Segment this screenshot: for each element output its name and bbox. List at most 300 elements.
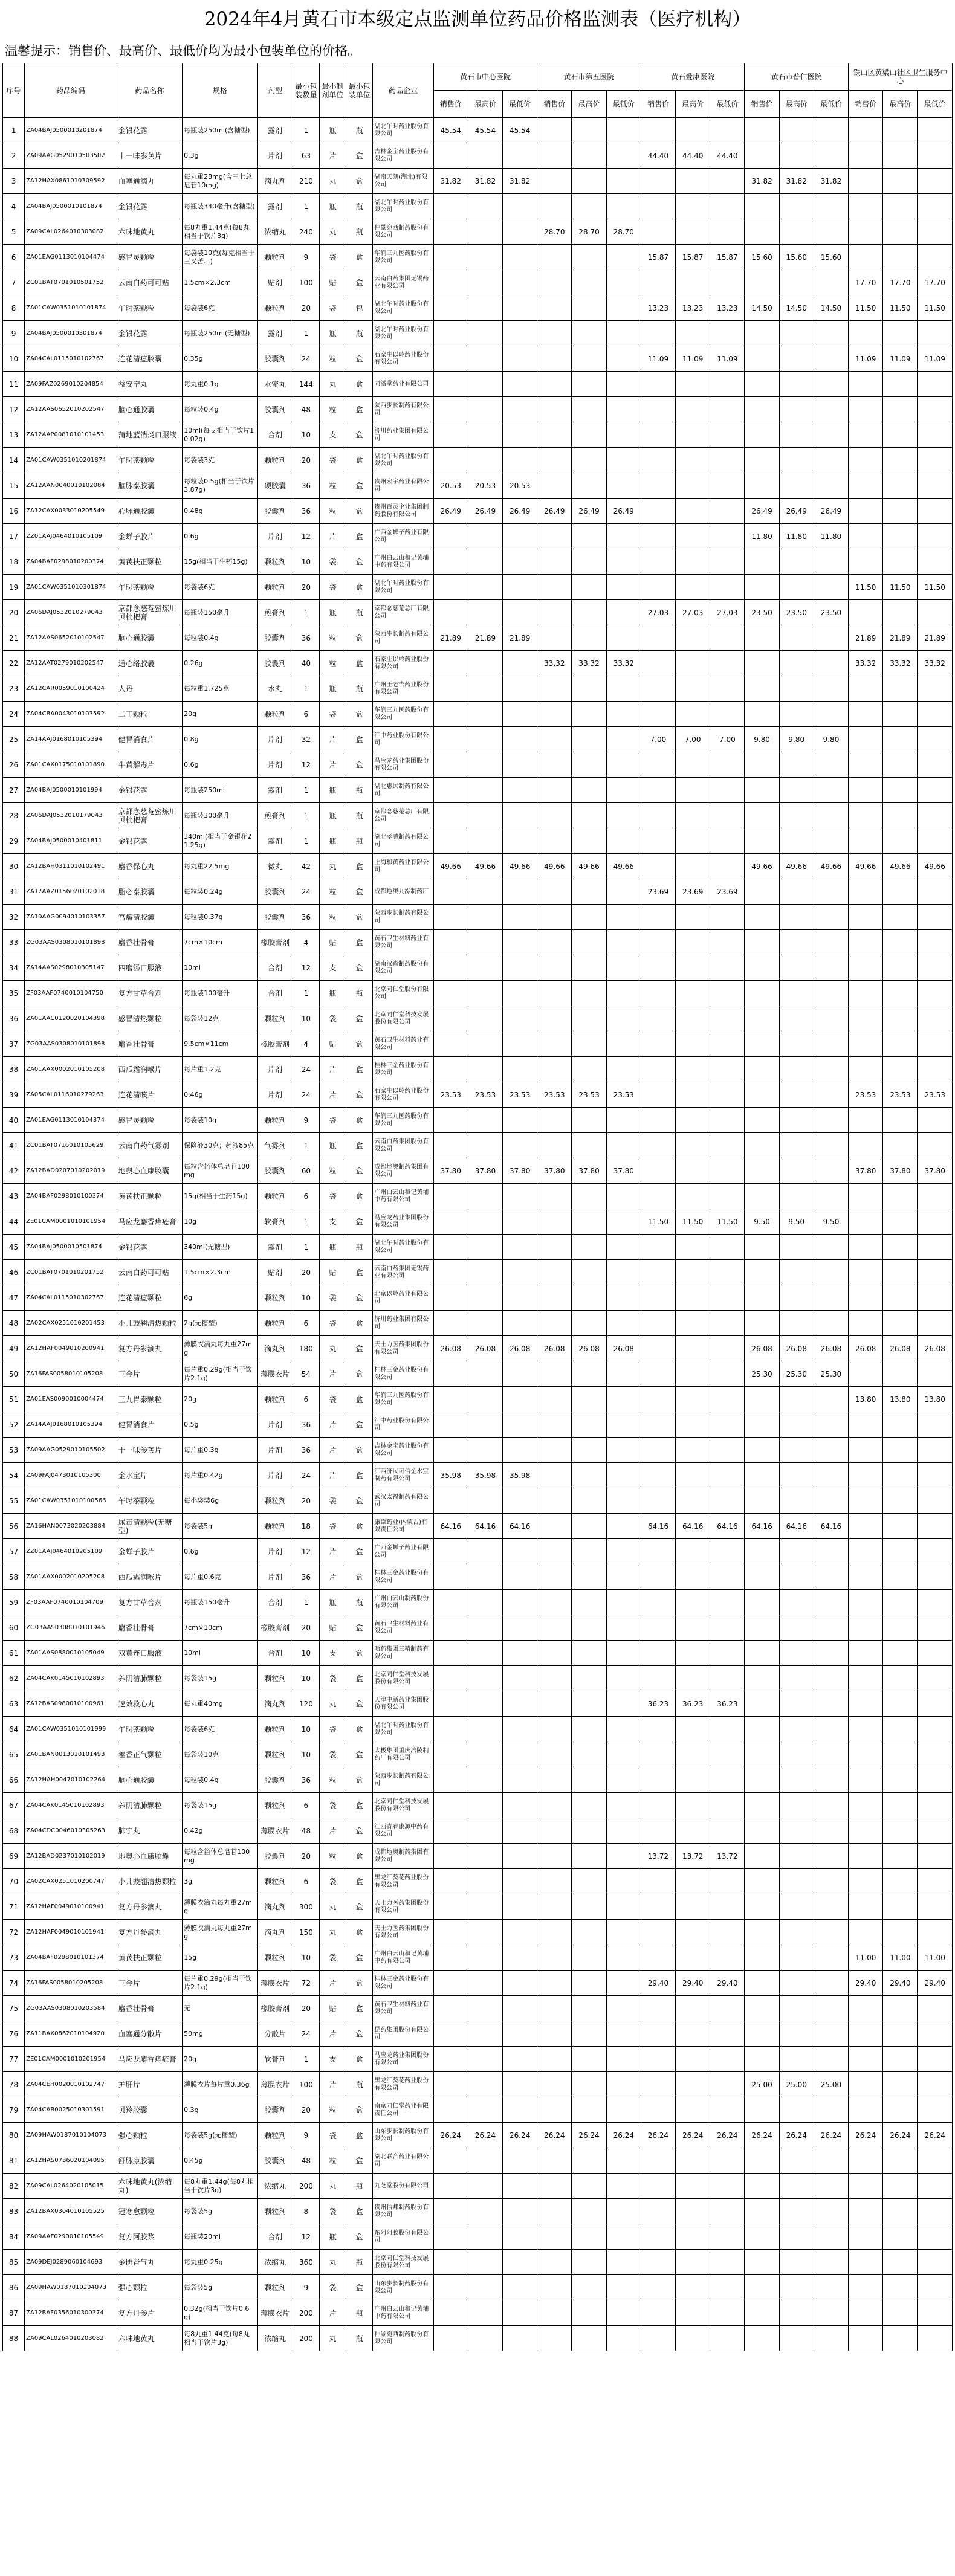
cell-price <box>710 270 745 295</box>
cell-price <box>606 727 641 752</box>
cell-min-qty: 10 <box>293 1666 319 1691</box>
cell-spec: 每8丸重1.44克(每8丸相当于饮片3g) <box>183 2326 257 2351</box>
cell-price <box>676 1235 710 1260</box>
cell-seq: 76 <box>3 2021 25 2047</box>
cell-price <box>503 1742 537 1767</box>
cell-price <box>468 1691 502 1717</box>
cell-price <box>710 803 745 828</box>
table-row <box>3 1235 953 1260</box>
cell-price <box>503 2300 537 2326</box>
cell-price <box>745 1006 779 1031</box>
cell-price <box>883 1539 918 1564</box>
cell-price <box>883 1615 918 1641</box>
cell-form: 露剂 <box>257 194 293 219</box>
cell-min-qty: 10 <box>293 1742 319 1767</box>
cell-name: 午时茶颗粒 <box>117 448 182 473</box>
cell-spec: 10ml <box>183 955 257 981</box>
cell-min-qty: 1 <box>293 778 319 803</box>
cell-price <box>849 2326 883 2351</box>
cell-price <box>537 1869 572 1894</box>
cell-min-pkg: 盒 <box>346 1564 373 1590</box>
cell-price <box>745 1666 779 1691</box>
col-max-price: 最高价 <box>779 91 814 118</box>
cell-min-unit: 瓶 <box>319 600 346 625</box>
cell-price <box>710 1767 745 1793</box>
cell-price <box>503 1564 537 1590</box>
cell-price <box>537 930 572 955</box>
cell-price: 33.32 <box>849 651 883 676</box>
cell-price <box>606 549 641 575</box>
cell-price <box>537 1260 572 1285</box>
cell-price <box>572 169 606 194</box>
cell-price <box>710 499 745 524</box>
cell-price <box>676 1742 710 1767</box>
cell-min-qty: 150 <box>293 1920 319 1945</box>
table-row <box>3 1488 953 1514</box>
cell-price: 27.03 <box>676 600 710 625</box>
cell-price <box>676 169 710 194</box>
cell-price <box>537 1285 572 1311</box>
cell-seq: 29 <box>3 828 25 854</box>
cell-form: 露剂 <box>257 1235 293 1260</box>
cell-price <box>503 1209 537 1235</box>
cell-price <box>468 2224 502 2250</box>
cell-price: 33.32 <box>606 651 641 676</box>
cell-price <box>918 1488 953 1514</box>
cell-min-qty: 9 <box>293 1108 319 1133</box>
cell-price <box>503 1184 537 1209</box>
cell-price <box>606 1235 641 1260</box>
cell-price: 26.49 <box>779 499 814 524</box>
cell-price <box>883 1920 918 1945</box>
cell-price <box>745 2174 779 2199</box>
cell-price <box>503 1539 537 1564</box>
cell-price <box>606 295 641 321</box>
cell-mfr: 山东步长制药股份有限公司 <box>373 2275 433 2300</box>
cell-name: 感冒灵颗粒 <box>117 1108 182 1133</box>
cell-price: 49.66 <box>745 854 779 879</box>
cell-price <box>641 1539 675 1564</box>
cell-price: 26.24 <box>503 2123 537 2148</box>
cell-price: 44.40 <box>641 143 675 169</box>
cell-price <box>710 1260 745 1285</box>
cell-price <box>779 1996 814 2021</box>
cell-price <box>606 448 641 473</box>
cell-price <box>814 2250 848 2275</box>
cell-min-qty: 6 <box>293 1311 319 1336</box>
cell-price: 49.66 <box>918 854 953 879</box>
table-row <box>3 2123 953 2148</box>
cell-min-unit: 瓶 <box>319 1235 346 1260</box>
cell-min-pkg: 盒 <box>346 397 373 422</box>
cell-price <box>468 524 502 549</box>
cell-price: 13.80 <box>883 1387 918 1412</box>
cell-price <box>814 651 848 676</box>
cell-price <box>572 524 606 549</box>
cell-price <box>883 219 918 245</box>
cell-price <box>676 2047 710 2072</box>
cell-price <box>918 118 953 143</box>
cell-price <box>779 1488 814 1514</box>
cell-price: 26.49 <box>503 499 537 524</box>
cell-code: ZA04CAK0145010102893 <box>25 1793 117 1818</box>
cell-price: 11.50 <box>710 1209 745 1235</box>
cell-price <box>745 1717 779 1742</box>
cell-price <box>641 1412 675 1438</box>
cell-form: 滴丸剂 <box>257 1894 293 1920</box>
cell-price <box>606 1463 641 1488</box>
cell-min-unit: 袋 <box>319 1869 346 1894</box>
cell-code: ZA04CBA0043010103592 <box>25 702 117 727</box>
cell-price <box>918 702 953 727</box>
table-row <box>3 1793 953 1818</box>
cell-price <box>814 803 848 828</box>
cell-price <box>883 803 918 828</box>
cell-price <box>641 1361 675 1387</box>
cell-price <box>503 727 537 752</box>
cell-price <box>606 1717 641 1742</box>
cell-price <box>468 1311 502 1336</box>
cell-price <box>468 727 502 752</box>
cell-price <box>676 752 710 778</box>
cell-price <box>641 1031 675 1057</box>
cell-seq: 64 <box>3 1717 25 1742</box>
cell-price <box>779 1971 814 1996</box>
cell-form: 胶囊剂 <box>257 346 293 372</box>
cell-price <box>433 1412 468 1438</box>
cell-spec: 10g <box>183 1209 257 1235</box>
table-row <box>3 270 953 295</box>
cell-price <box>779 194 814 219</box>
cell-price <box>814 2199 848 2224</box>
cell-code: ZA09FAZ0269010204854 <box>25 372 117 397</box>
cell-price <box>745 905 779 930</box>
cell-spec: 0.46g <box>183 1082 257 1108</box>
cell-name: 脑心通胶囊 <box>117 1767 182 1793</box>
cell-price: 11.09 <box>641 346 675 372</box>
cell-price: 45.54 <box>503 118 537 143</box>
cell-price <box>779 1920 814 1945</box>
cell-price <box>537 1412 572 1438</box>
cell-code: ZA01EAG0113010104374 <box>25 1108 117 1133</box>
cell-mfr: 武汉太福制药有限公司 <box>373 1488 433 1514</box>
cell-price <box>849 1311 883 1336</box>
cell-price <box>710 1564 745 1590</box>
cell-price <box>606 2097 641 2123</box>
cell-code: ZA04BAJ0500010301874 <box>25 321 117 346</box>
cell-min-qty: 18 <box>293 1514 319 1539</box>
cell-price <box>676 1615 710 1641</box>
cell-seq: 51 <box>3 1387 25 1412</box>
cell-form: 颗粒剂 <box>257 2123 293 2148</box>
cell-price <box>710 575 745 600</box>
cell-price <box>572 752 606 778</box>
cell-price <box>676 118 710 143</box>
cell-min-pkg: 瓶 <box>346 676 373 702</box>
cell-price <box>779 1235 814 1260</box>
cell-price <box>676 1184 710 1209</box>
cell-price: 11.80 <box>745 524 779 549</box>
cell-form: 露剂 <box>257 828 293 854</box>
cell-code: ZA01CAW0351010101999 <box>25 1717 117 1742</box>
table-row <box>3 372 953 397</box>
cell-price: 20.53 <box>433 473 468 499</box>
cell-min-qty: 9 <box>293 2275 319 2300</box>
cell-price <box>883 397 918 422</box>
cell-mfr: 湖北午时药业股份有限公司 <box>373 448 433 473</box>
cell-price <box>503 1945 537 1971</box>
cell-code: ZA12AAN0040010102084 <box>25 473 117 499</box>
cell-price <box>710 1666 745 1691</box>
cell-name: 小儿豉翘清热颗粒 <box>117 1869 182 1894</box>
cell-spec: 每丸重40mg <box>183 1691 257 1717</box>
cell-price <box>918 2300 953 2326</box>
cell-price <box>849 2250 883 2275</box>
cell-price <box>918 448 953 473</box>
cell-form: 片剂 <box>257 1539 293 1564</box>
cell-price <box>918 1717 953 1742</box>
cell-min-qty: 1 <box>293 828 319 854</box>
cell-price: 26.24 <box>918 2123 953 2148</box>
cell-form: 滴丸剂 <box>257 1336 293 1361</box>
cell-spec: 每瓶装20ml <box>183 2224 257 2250</box>
cell-mfr: 石家庄以岭药业股份有限公司 <box>373 651 433 676</box>
cell-price <box>572 2148 606 2174</box>
cell-price <box>710 651 745 676</box>
cell-price <box>814 2300 848 2326</box>
cell-price <box>676 422 710 448</box>
cell-name: 金蝉子胶片 <box>117 1539 182 1564</box>
cell-name: 连花清瘟胶囊 <box>117 346 182 372</box>
cell-price <box>918 1463 953 1488</box>
cell-price <box>814 1996 848 2021</box>
cell-name: 复方甘草合剂 <box>117 1590 182 1615</box>
cell-price <box>676 1361 710 1387</box>
cell-price <box>606 194 641 219</box>
cell-min-qty: 6 <box>293 702 319 727</box>
cell-price <box>849 372 883 397</box>
cell-form: 胶囊剂 <box>257 2097 293 2123</box>
cell-price <box>710 1006 745 1031</box>
cell-form: 片剂 <box>257 1564 293 1590</box>
cell-price <box>606 1564 641 1590</box>
cell-price: 64.16 <box>503 1514 537 1539</box>
cell-min-pkg: 盒 <box>346 1539 373 1564</box>
table-row <box>3 2174 953 2199</box>
cell-seq: 86 <box>3 2275 25 2300</box>
cell-price <box>710 752 745 778</box>
cell-price <box>537 1387 572 1412</box>
cell-seq: 72 <box>3 1920 25 1945</box>
cell-price <box>883 1108 918 1133</box>
cell-price <box>433 1945 468 1971</box>
cell-price <box>918 143 953 169</box>
col-max-price: 最高价 <box>676 91 710 118</box>
cell-price <box>918 1311 953 1336</box>
cell-seq: 37 <box>3 1031 25 1057</box>
table-row <box>3 778 953 803</box>
cell-seq: 24 <box>3 702 25 727</box>
cell-form: 胶囊剂 <box>257 1844 293 1869</box>
cell-price <box>468 321 502 346</box>
cell-price: 11.80 <box>814 524 848 549</box>
cell-price: 31.82 <box>433 169 468 194</box>
cell-price <box>503 2224 537 2250</box>
cell-price <box>883 1767 918 1793</box>
cell-name: 金匮肾气丸 <box>117 2250 182 2275</box>
cell-price: 21.89 <box>918 625 953 651</box>
cell-min-qty: 10 <box>293 1006 319 1031</box>
cell-price <box>676 981 710 1006</box>
cell-price <box>814 879 848 905</box>
cell-price <box>676 397 710 422</box>
cell-spec: 15g <box>183 1945 257 1971</box>
cell-price <box>468 1666 502 1691</box>
cell-seq: 4 <box>3 194 25 219</box>
cell-price <box>745 194 779 219</box>
cell-price <box>537 955 572 981</box>
cell-price <box>468 1767 502 1793</box>
cell-price: 26.08 <box>468 1336 502 1361</box>
cell-price <box>606 1412 641 1438</box>
cell-name: 血塞通分散片 <box>117 2021 182 2047</box>
cell-price <box>918 2224 953 2250</box>
cell-price <box>641 1590 675 1615</box>
cell-price <box>814 2174 848 2199</box>
cell-seq: 42 <box>3 1158 25 1184</box>
cell-price <box>606 1818 641 1844</box>
cell-min-qty: 100 <box>293 270 319 295</box>
cell-form: 橡胶膏剂 <box>257 1996 293 2021</box>
cell-spec: 每粒装0.24g <box>183 879 257 905</box>
cell-spec: 每瓶装150毫升 <box>183 1590 257 1615</box>
cell-min-qty: 20 <box>293 295 319 321</box>
cell-price <box>710 1488 745 1514</box>
cell-price <box>814 549 848 575</box>
cell-form: 橡胶膏剂 <box>257 930 293 955</box>
cell-price <box>606 1260 641 1285</box>
cell-price: 26.24 <box>814 2123 848 2148</box>
cell-min-unit: 袋 <box>319 549 346 575</box>
cell-mfr: 东阿阿胶股份有限公司 <box>373 2224 433 2250</box>
cell-price <box>468 981 502 1006</box>
cell-price <box>433 270 468 295</box>
cell-spec: 0.48g <box>183 499 257 524</box>
cell-price <box>676 1920 710 1945</box>
cell-seq: 61 <box>3 1641 25 1666</box>
cell-price: 49.66 <box>883 854 918 879</box>
cell-price <box>503 1438 537 1463</box>
cell-price <box>814 1082 848 1108</box>
cell-form: 片剂 <box>257 727 293 752</box>
cell-price <box>433 981 468 1006</box>
cell-mfr: 江西济民可信金水宝制药有限公司 <box>373 1463 433 1488</box>
cell-min-qty: 1 <box>293 676 319 702</box>
cell-price <box>745 1844 779 1869</box>
cell-min-pkg: 瓶 <box>346 2072 373 2097</box>
cell-price <box>745 321 779 346</box>
cell-price <box>814 118 848 143</box>
cell-min-qty: 9 <box>293 245 319 270</box>
cell-code: ZF03AAF0740010104750 <box>25 981 117 1006</box>
cell-min-pkg: 瓶 <box>346 2250 373 2275</box>
cell-seq: 31 <box>3 879 25 905</box>
cell-name: 尿毒清颗粒(无糖型) <box>117 1514 182 1539</box>
cell-price <box>710 854 745 879</box>
cell-price <box>676 1818 710 1844</box>
cell-price <box>883 905 918 930</box>
cell-price: 11.50 <box>849 295 883 321</box>
cell-mfr: 黑龙江葵花药业股份有限公司 <box>373 2072 433 2097</box>
cell-min-pkg: 盒 <box>346 499 373 524</box>
cell-price <box>745 2275 779 2300</box>
cell-price <box>641 499 675 524</box>
cell-price <box>710 1158 745 1184</box>
cell-price <box>918 2021 953 2047</box>
cell-price <box>572 1133 606 1158</box>
cell-price <box>779 651 814 676</box>
cell-price: 44.40 <box>676 143 710 169</box>
cell-price <box>572 295 606 321</box>
cell-price <box>468 1793 502 1818</box>
cell-price <box>572 1590 606 1615</box>
cell-price <box>537 2326 572 2351</box>
cell-price: 23.69 <box>676 879 710 905</box>
cell-price <box>814 1108 848 1133</box>
cell-price: 26.08 <box>745 1336 779 1361</box>
cell-price <box>433 1184 468 1209</box>
cell-spec: 7cm×10cm <box>183 1615 257 1641</box>
cell-price: 26.08 <box>883 1336 918 1361</box>
cell-price <box>710 828 745 854</box>
cell-price <box>433 1133 468 1158</box>
cell-price <box>918 1996 953 2021</box>
cell-min-qty: 120 <box>293 1691 319 1717</box>
cell-mfr: 成都地奥制药集团有限公司 <box>373 1844 433 1869</box>
cell-price: 23.53 <box>918 1082 953 1108</box>
cell-form: 浓缩丸 <box>257 2174 293 2199</box>
cell-price <box>745 549 779 575</box>
cell-min-unit: 粒 <box>319 1767 346 1793</box>
cell-price <box>883 778 918 803</box>
cell-price <box>468 295 502 321</box>
cell-price <box>814 1006 848 1031</box>
cell-min-pkg: 瓶 <box>346 219 373 245</box>
cell-price <box>433 651 468 676</box>
cell-price <box>745 1945 779 1971</box>
cell-price <box>883 1412 918 1438</box>
price-table <box>2 63 953 2351</box>
cell-price <box>606 803 641 828</box>
cell-price <box>468 549 502 575</box>
cell-code: ZF03AAF0740010104709 <box>25 1590 117 1615</box>
cell-code: ZA12CAX0033010205549 <box>25 499 117 524</box>
cell-price <box>676 1133 710 1158</box>
cell-price <box>572 1539 606 1564</box>
cell-name: 血塞通滴丸 <box>117 169 182 194</box>
cell-form: 合剂 <box>257 1590 293 1615</box>
cell-mfr: 桂林三金药业股份有限公司 <box>373 1564 433 1590</box>
cell-price <box>849 1920 883 1945</box>
cell-price <box>918 1006 953 1031</box>
cell-price <box>676 676 710 702</box>
cell-min-unit: 瓶 <box>319 2224 346 2250</box>
cell-price <box>814 1717 848 1742</box>
table-row <box>3 1463 953 1488</box>
cell-price <box>814 1920 848 1945</box>
cell-price <box>883 2021 918 2047</box>
cell-price <box>641 1387 675 1412</box>
